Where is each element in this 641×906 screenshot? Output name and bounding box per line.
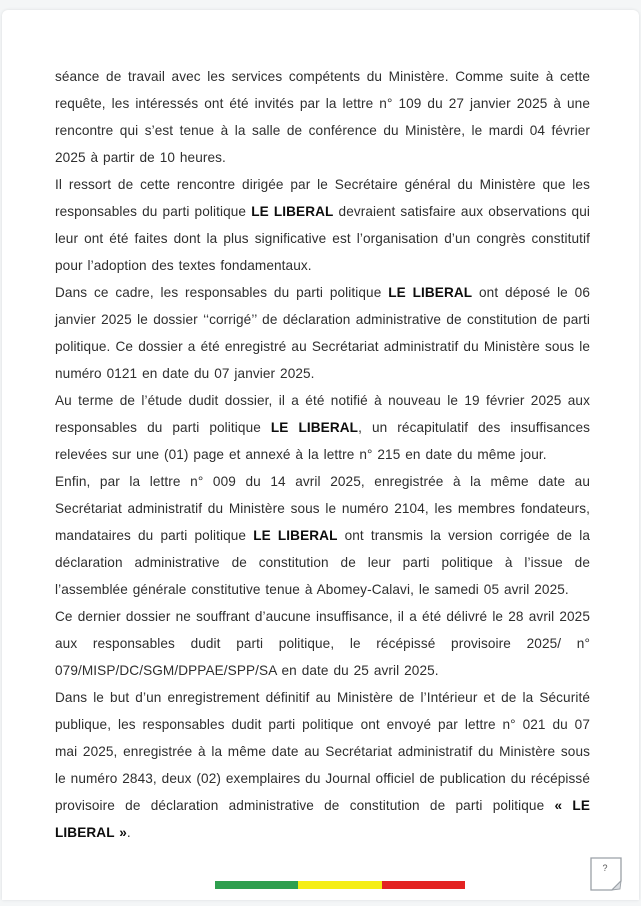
paragraph [55, 387, 590, 468]
bold-text-run: LE LIBERAL [251, 204, 334, 219]
text-run: ont transmis la version corrigée de la déclaration administrative de constitution de leur parti politique à l’issue de l’assemblée générale constitutive tenue à Abomey-Calavi, le samedi 05 avril 2025. [55, 528, 590, 597]
text-run: séance de travail avec les services compétents du Ministère. Comme suite à cette requête, les intéressés ont été invités par la lettre n° 109 du 27 janvier 2025 à une rencontre qui s’est tenue à la salle de conférence du Ministère, le mardi 04 février 2025 à partir de 10 heures. [55, 69, 590, 165]
flag-yellow-segment [298, 881, 381, 889]
flag-red-segment [382, 881, 465, 889]
text-run: Dans le but d’un enregistrement définitif au Ministère de l’Intérieur et de la Sécurité publique, les responsables dudit parti politique ont envoyé par lettre n° 021 du 07 mai 2025, enregistrée à la même date au Secrétariat administratif du Ministère sous le numéro 2843, deux (02) exemplaires du Journal officiel de publication du récépissé provisoire de déclaration administrative de constitution de parti politique [55, 690, 590, 813]
folded-note-icon [589, 856, 623, 892]
text-run: devraient satisfaire aux observations qui leur ont été faites dont la plus significative est l’organisation d’un congrès constitutif pour l’adoption des textes fondamentaux. [55, 204, 590, 273]
bold-text-run: LE LIBERAL [253, 528, 338, 543]
bold-text-run: LE LIBERAL [270, 420, 359, 435]
text-run: , un récapitulatif des insuffisances relevées sur une (01) page et annexé à la lettre n° 215 en date du même jour. [55, 420, 590, 462]
text-run: Au terme de l’étude dudit dossier, il a été notifié à nouveau le 19 février 2025 aux responsables du parti politique [55, 393, 590, 435]
paragraph [55, 603, 590, 684]
flag-green-segment [215, 881, 298, 889]
paragraph [55, 279, 590, 387]
paragraph [55, 468, 590, 603]
benin-flag-bar [215, 881, 465, 889]
text-run: ont déposé le 06 janvier 2025 le dossier ‘‘corrigé’’ de déclaration administrative de constitution de parti politique. Ce dossier a été enregistré au Secrétariat administratif du Ministère sous le numéro 0121 en date du 07 janvier 2025. [55, 285, 590, 381]
paragraph [55, 171, 590, 279]
text-run: Enfin, par la lettre n° 009 du 14 avril 2025, enregistrée à la même date au Secrétariat administratif du Ministère sous le numéro 2104, les membres fondateurs, mandataires du parti politique [55, 474, 590, 543]
bold-text-run: « LE LIBERAL » [55, 798, 591, 840]
text-run: Ce dernier dossier ne souffrant d’aucune insuffisance, il a été délivré le 28 avril 2025 aux responsables dudit parti politique, le récépissé provisoire 2025/ n° 079/MISP/DC/SGM/DPPAE/SPP/SA en date du 25 avril 2025. [55, 609, 590, 678]
document-body [55, 63, 590, 846]
text-run: Il ressort de cette rencontre dirigée par le Secrétaire général du Ministère que les responsables du parti politique [55, 177, 590, 219]
page-note-label: ? [602, 863, 608, 873]
paragraph [55, 684, 590, 846]
bold-text-run: LE LIBERAL [388, 285, 473, 300]
document-page [2, 10, 639, 900]
page-corner-note[interactable] [589, 856, 623, 892]
text-run: Dans ce cadre, les responsables du parti politique [55, 285, 389, 300]
text-run: . [126, 825, 131, 840]
paragraph [55, 63, 590, 171]
